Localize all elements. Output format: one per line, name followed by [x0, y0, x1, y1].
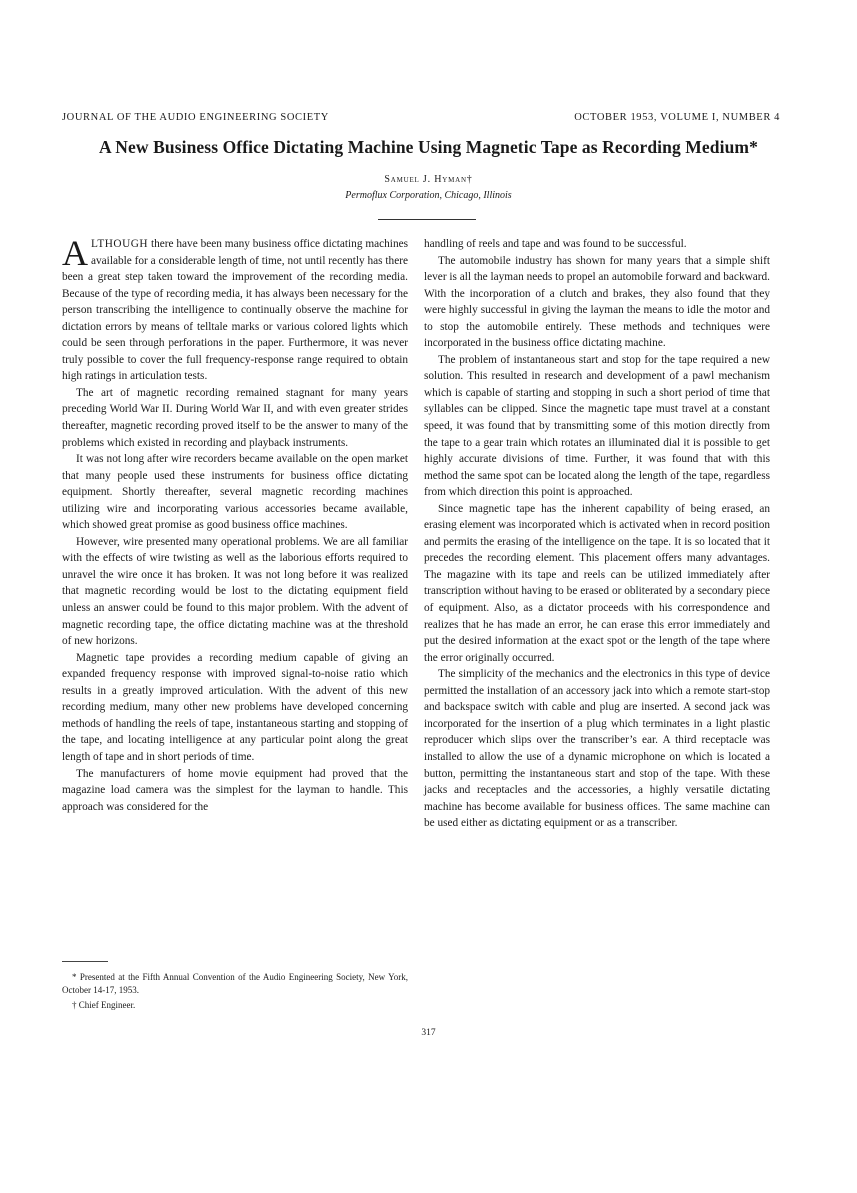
author-name: Samuel J. Hyman† — [384, 174, 473, 185]
paragraph: The manufacturers of home movie equipment had proved that the magazine load camera was the simplest for the layman to handle. This approach was considered for the — [62, 767, 408, 813]
running-head — [62, 112, 780, 123]
paragraph: handling of reels and tape and was found to be successful. — [424, 238, 687, 250]
footnote: † Chief Engineer. — [72, 1000, 136, 1010]
page-number: 317 — [421, 1028, 436, 1038]
first-word: LTHOUGH — [91, 238, 149, 250]
journal-name: JOURNAL OF THE AUDIO ENGINEERING SOCIETY — [62, 112, 329, 123]
paragraph: The problem of instantaneous start and stop for the tape required a new solution. This resulted in research and development of a pawl mechanism which is capable of starting and stopping in such a short period of time that syllables can be clipped. Since the magnetic tape must travel at a constant speed, it was found that by transmitting some of this motion directly from the tape to a gear train which rotates an illuminated dial it is possible to get highly accurate divisions of time. Further, it was found that with this method the same spot can be located along the length of the tape, regardless from which direction this point is approached. — [424, 353, 770, 499]
article-title: A New Business Office Dictating Machine Using Magnetic Tape as Recording Medium* — [99, 137, 758, 157]
author-affiliation: Permoflux Corporation, Chicago, Illinois — [345, 190, 512, 201]
drop-cap: A — [62, 233, 88, 273]
footnote: * Presented at the Fifth Annual Convention of the Audio Engineering Society, New York, October 14-17, 1953. — [62, 972, 408, 995]
issue-info: OCTOBER 1953, VOLUME I, NUMBER 4 — [574, 112, 780, 123]
paragraph: Since magnetic tape has the inherent capability of being erased, an erasing element was incorporated which is activated when in record position and permits the erasing of the intelligence on the tape. It is so located that it precedes the recording element. This placement offers many advantages. The magazine with its tape and reels can be utilized immediately after transcription without having to be erased or obliterated by a secondary piece of equipment. Also, as a dictator proceeds with his correspondence and realizes that he has made an error, he can erase this error immediately and put the desired information at the exact spot or the length of the tape where the error originally occurred. — [424, 502, 770, 664]
paragraph-text: there have been many business office dictating machines available for a considerable length of time, not until recently has there been a great step taken toward the improvement of the recording media. Because of the type of recording media, it has always been necessary for the person transcribing the intelligence to continually observe the machine for dictation errors by means of telltale marks or various colored lights which could be seen through perforations in the paper. Furthermore, it was never truly possible to cover the full frequency-response range required to obtain high ratings in articulation tests. — [62, 238, 408, 383]
paragraph: The art of magnetic recording remained stagnant for many years preceding World War II. During World War II, and with even greater strides thereafter, magnetic recording proved itself to be the answer to many of the problems which existed in recording and playback instruments. — [62, 386, 408, 449]
right-column — [424, 236, 770, 832]
paragraph — [62, 233, 408, 385]
title-divider — [378, 219, 476, 220]
left-column — [62, 233, 408, 815]
paragraph: The simplicity of the mechanics and the electronics in this type of device permitted the installation of an accessory jack into which a remote start-stop and backspace switch with cable and plug are inserted. A second jack was incorporated for the insertion of a plug which terminates in a light plastic reproducer which slips over the transcriber’s ear. A third receptacle was installed to allow the use of a dynamic microphone on which is located a button, permitting the instantaneous start and stop of the tape. With these jacks and receptacles and the accessories, a highly versatile dictating machine has become available for business offices. The same machine can be used either as dictating equipment or as a transcriber. — [424, 668, 770, 830]
paragraph: Magnetic tape provides a recording medium capable of giving an expanded frequency response with improved signal-to-noise ratio which results in a greatly improved articulation. With the advent of this new recording medium, many other new problems have developed concerning methods of handling the reels of tape, instantaneous starting and stopping of the tape, and locating intelligence at any particular point along the great length of tape and in short periods of time. — [62, 651, 408, 763]
paragraph: The automobile industry has shown for many years that a simple shift lever is all the layman needs to propel an automobile forward and backward. With the incorporation of a clutch and brakes, they also found that they were highly successful in giving the layman the means to idle the motor and to stop the automobile entirely. These methods and techniques were incorporated in the business office dictating machine. — [424, 254, 771, 350]
paragraph: However, wire presented many operational problems. We are all familiar with the effects of wire twisting as well as the laborious efforts required to unravel the wire once it has broken. It was not long before it was realized that magnetic recording would be lost to the dictating equipment field unless an answer could be found to this major problem. With the advent of magnetic recording tape, the office dictating machine was at the threshold of new horizons. — [62, 535, 408, 648]
paragraph: It was not long after wire recorders became available on the open market that many people used these instruments for business office dictating equipment. Shortly thereafter, several magnetic recording machines utilizing wire and incorporating various accessories became available, which showed great promise as good business office machines. — [62, 453, 408, 532]
footnote-divider — [62, 961, 108, 962]
footnotes — [62, 971, 408, 1014]
